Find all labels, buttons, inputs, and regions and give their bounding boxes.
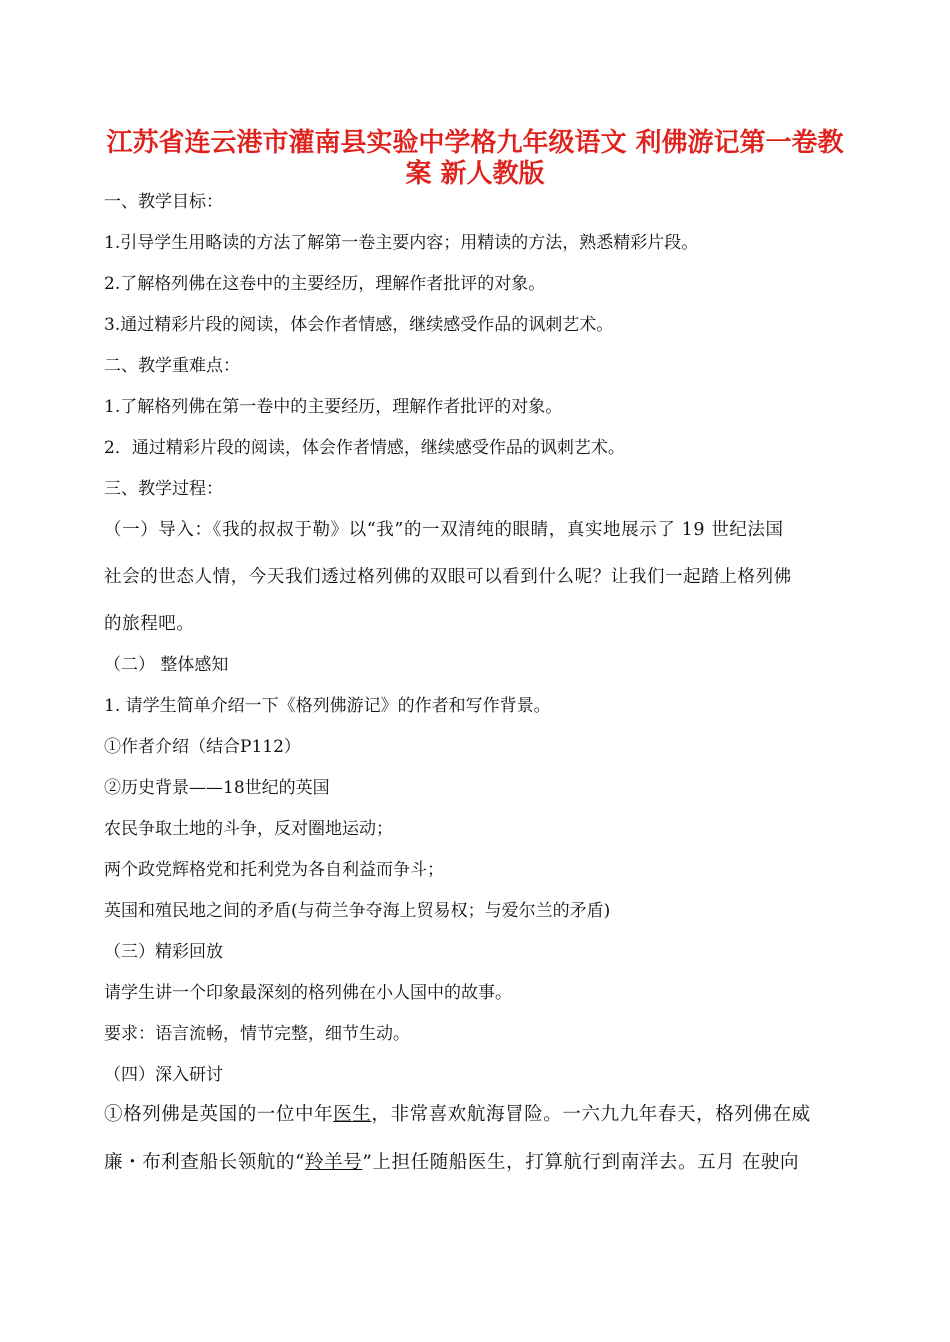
text-line: 请学生讲一个印象最深刻的格列佛在小人国中的故事。 [104, 983, 512, 1003]
text-line: 社会的世态人情，今天我们透过格列佛的双眼可以看到什么呢？让我们一起踏上格列佛 [104, 567, 792, 587]
text-line: 的旅程吧。 [104, 614, 195, 634]
subheading-deep-study: （四）深入研讨 [104, 1065, 223, 1085]
text-line: ①作者介绍（结合P112） [104, 737, 301, 757]
text-line: 要求：语言流畅，情节完整，细节生动。 [104, 1024, 410, 1044]
text-line: 2．通过精彩片段的阅读，体会作者情感，继续感受作品的讽刺艺术。 [104, 438, 625, 458]
text-line: ②历史背景——18世纪的英国 [104, 778, 330, 798]
subheading-highlights: （三）精彩回放 [104, 942, 223, 962]
text-line: 1.了解格列佛在第一卷中的主要经历，理解作者批评的对象。 [104, 397, 563, 417]
text-line: 农民争取土地的斗争，反对圈地运动； [104, 819, 393, 839]
text-line: 1. 请学生简单介绍一下《格列佛游记》的作者和写作背景。 [104, 696, 551, 716]
text-line: 英国和殖民地之间的矛盾(与荷兰争夺海上贸易权；与爱尔兰的矛盾) [104, 901, 611, 921]
text-line: 两个政党辉格党和托利党为各自利益而争斗； [104, 860, 444, 880]
document-title [100, 128, 850, 190]
text-line: 廉・布利查船长领航的“羚羊号”上担任随船医生，打算航行到南洋去。五月 在驶向 [104, 1152, 800, 1173]
title-line-1: 江苏省连云港市灌南县实验中学格九年级语文 利佛游记第一卷教 [106, 128, 844, 158]
subheading-overall: （二） 整体感知 [104, 655, 229, 675]
text-line: 3.通过精彩片段的阅读，体会作者情感，继续感受作品的讽刺艺术。 [104, 315, 614, 335]
text-line: 2.了解格列佛在这卷中的主要经历，理解作者批评的对象。 [104, 274, 546, 294]
text-line: 1.引导学生用略读的方法了解第一卷主要内容；用精读的方法，熟悉精彩片段。 [104, 233, 699, 253]
underlined-term: 医生 [333, 1104, 372, 1125]
section-heading-process: 三、教学过程： [104, 479, 223, 499]
text-line: （一）导入：《我的叔叔于勒》以“我”的一双清纯的眼睛，真实地展示了 19 世纪法国 [104, 520, 784, 540]
section-heading-difficulties: 二、教学重难点： [104, 356, 240, 376]
title-line-2: 案 新人教版 [405, 159, 545, 189]
underlined-term: 羚羊号 [305, 1152, 363, 1173]
section-heading-goals: 一、教学目标： [104, 192, 223, 212]
text-line: ①格列佛是英国的一位中年医生，非常喜欢航海冒险。一六九九年春天，格列佛在威 [104, 1104, 811, 1125]
